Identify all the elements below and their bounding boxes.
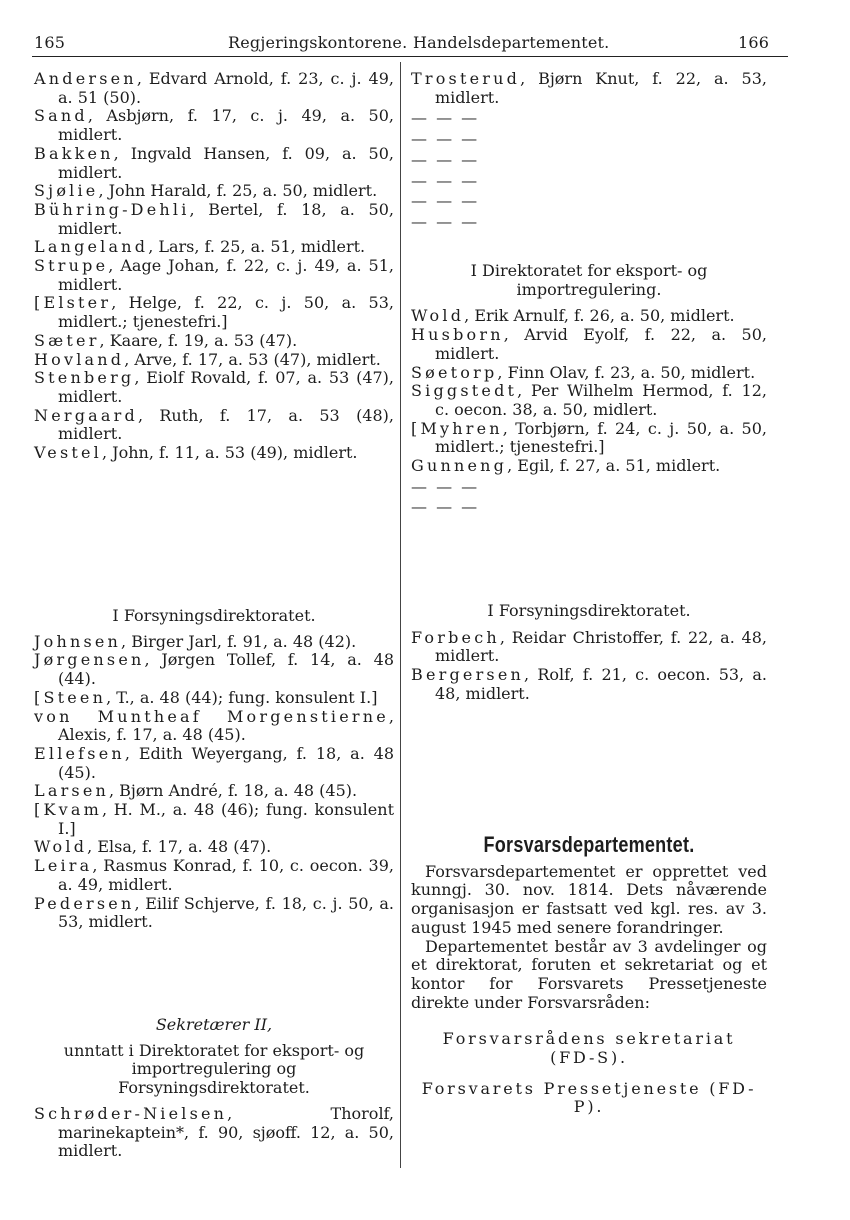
entry-name: Wold xyxy=(411,306,465,326)
forsvar-paragraph-2: Departementet består av 3 avdelinger og et direktorat, foruten et sekretariat og et kontor for Forsvarets Pressetjeneste direkte under Forsvarsråden: xyxy=(411,936,767,1012)
entry-details: , Alexis, f. 17, a. 48 (45). xyxy=(58,706,394,745)
entry-name: Larsen xyxy=(34,781,109,801)
entry-details: , Bjørn Knut, f. 22, a. 53, midlert. xyxy=(435,69,767,107)
left-column-forsyning xyxy=(34,607,394,932)
entry-details: , Lars, f. 25, a. 51, midlert. xyxy=(148,237,366,257)
column-divider xyxy=(400,62,401,1168)
header-rule xyxy=(32,56,788,57)
entry-details: , Per Wilhelm Hermod, f. 12, c. oecon. 38, a. 50, midlert. xyxy=(435,381,767,419)
entry-details: , Jørgen Tollef, f. 14, a. 48 (44). xyxy=(58,650,394,689)
entry xyxy=(34,351,394,370)
entry xyxy=(34,238,394,257)
entry-name: Nergaard xyxy=(34,405,138,425)
placeholder-dashes: — — — xyxy=(411,108,480,128)
entry-name: Sand xyxy=(34,106,88,126)
entry-details: , Egil, f. 27, a. 51, midlert. xyxy=(507,456,721,476)
entry-details: , Bertel, f. 18, a. 50, midlert. xyxy=(58,199,394,238)
entry-details: , Asbjørn, f. 17, c. j. 49, a. 50, midlert. xyxy=(58,106,394,145)
right-top-entries xyxy=(411,70,767,107)
entry-details: , Birger Jarl, f. 91, a. 48 (42). xyxy=(121,631,357,651)
entry-details: , Rolf, f. 21, c. oecon. 53, a. 48, midlert. xyxy=(435,665,767,703)
entry-details: , Bjørn André, f. 18, a. 48 (45). xyxy=(109,781,358,801)
right-column-forsvar xyxy=(411,832,767,1117)
entry-details: , Edvard Arnold, f. 23, c. j. 49, a. 51 (50). xyxy=(58,69,394,107)
right-dash-lines xyxy=(411,109,767,231)
entry-name: Strupe xyxy=(34,256,109,276)
entry xyxy=(411,666,767,703)
entry xyxy=(411,457,767,476)
entry-details: , Elsa, f. 17, a. 48 (47). xyxy=(87,837,272,857)
entry-name: Sæter xyxy=(34,330,100,350)
left-column-sekretaerer xyxy=(34,1016,394,1161)
entry-name: Bakken xyxy=(34,143,114,163)
eksport-entries xyxy=(411,307,767,475)
entry xyxy=(411,364,767,383)
entry-details: , Thorolf, marinekaptein*, f. 90, sjøoff. 12, a. 50, midlert. xyxy=(58,1103,394,1161)
entry-details: , Arve, f. 17, a. 53 (47), midlert. xyxy=(124,349,381,369)
entry xyxy=(411,70,767,107)
eksport-heading: I Direktoratet for eksport- og importregulering. xyxy=(470,261,708,299)
placeholder-dashes: — — — xyxy=(411,211,480,231)
entry-name: Sjølie xyxy=(34,181,99,201)
right-column-forsyning xyxy=(411,602,767,704)
right-forsyning-heading: I Forsyningsdirektoratet. xyxy=(487,601,691,620)
entry xyxy=(34,708,394,745)
entry-details: , Eilif Schjerve, f. 18, c. j. 50, a. 53, midlert. xyxy=(58,893,394,932)
entry-details: , Rasmus Konrad, f. 10, c. oecon. 39, a. 49, midlert. xyxy=(58,856,394,894)
entry-name: Siggstedt xyxy=(411,381,518,401)
placeholder-dashes: — — — xyxy=(411,476,480,496)
entry-name: Gunneng xyxy=(411,456,508,476)
entry xyxy=(34,857,394,894)
entry xyxy=(34,895,394,932)
entry-details: , Edith Weyergang, f. 18, a. 48 (45). xyxy=(58,743,394,782)
entry-details: , Ingvald Hansen, f. 09, a. 50, midlert. xyxy=(58,143,394,182)
forsvar-paragraph-1: Forsvarsdepartementet er opprettet ved kunngj. 30. nov. 1814. Dets nåværende organisasjon er fastsatt ved kgl. res. av 3. august 1945 med senere forandringer. xyxy=(411,861,767,937)
entry xyxy=(34,407,394,444)
entry xyxy=(34,201,394,238)
sekretaerer-heading: Sekretærer II, xyxy=(155,1015,273,1034)
entry-name: Bergersen xyxy=(411,665,525,685)
left-forsyning-entries xyxy=(34,633,394,932)
right-column-top xyxy=(411,70,767,234)
placeholder-dashes: — — — xyxy=(411,149,480,169)
entry-details: , Finn Olav, f. 23, a. 50, midlert. xyxy=(497,362,756,382)
sekretaerer-entries xyxy=(34,1105,394,1161)
entry-name: Husborn xyxy=(411,325,504,345)
entry-details: , Kaare, f. 19, a. 53 (47). xyxy=(99,330,298,350)
entry-name: Trosterud xyxy=(411,69,521,88)
entry-name: Ellefsen xyxy=(34,743,125,763)
entry xyxy=(34,294,394,331)
entry-name: [Steen xyxy=(34,687,107,707)
entry-details: , Arvid Eyolf, f. 22, a. 50, midlert. xyxy=(435,325,767,363)
right-forsyning-entries xyxy=(411,629,767,704)
left-running-title: Regjeringskontorene. xyxy=(228,33,408,52)
entry-details: , Aage Johan, f. 22, c. j. 49, a. 51, midlert. xyxy=(58,256,394,294)
sekretaerer-subheading: unntatt i Direktoratet for eksport- og importregulering og Forsyningsdirektoratet. xyxy=(63,1040,365,1098)
left-page-number: 165 xyxy=(34,33,66,52)
entry xyxy=(34,107,394,144)
entry xyxy=(34,332,394,351)
entry xyxy=(34,689,394,708)
entry-details: , Erik Arnulf, f. 26, a. 50, midlert. xyxy=(464,306,735,326)
entry-details: , John Harald, f. 25, a. 50, midlert. xyxy=(98,181,378,201)
left-forsyning-heading: I Forsyningsdirektoratet. xyxy=(112,606,316,625)
entry xyxy=(411,382,767,419)
entry xyxy=(411,326,767,363)
forsvar-pressetjeneste: Forsvarets Pressetjeneste (FD-P). xyxy=(421,1078,757,1117)
right-column-eksport xyxy=(411,262,767,519)
placeholder-dashes: — — — xyxy=(411,129,480,149)
forsvar-title: Forsvarsdepartementet. xyxy=(483,832,695,857)
entry-details: , H. M., a. 48 (46); fung. konsulent I.] xyxy=(58,800,394,838)
entry xyxy=(34,70,394,107)
right-running-title: Handelsdepartementet. xyxy=(413,33,610,52)
entry xyxy=(34,633,394,652)
left-column-top xyxy=(34,70,394,463)
entry-name: Hovland xyxy=(34,349,125,369)
entry-name: Vestel xyxy=(34,443,102,463)
entry xyxy=(411,307,767,326)
entry-name: Bühring-Dehli xyxy=(34,199,190,219)
entry-name: [Myhren xyxy=(411,418,503,438)
entry xyxy=(34,444,394,463)
entry-name: Andersen xyxy=(34,69,137,88)
entry xyxy=(34,801,394,838)
entry-name: Leira xyxy=(34,856,93,876)
entry-name: Stenberg xyxy=(34,368,135,388)
entry-details: , Ruth, f. 17, a. 53 (48), midlert. xyxy=(58,405,394,444)
entry xyxy=(34,782,394,801)
entry-details: , John, f. 11, a. 53 (49), midlert. xyxy=(101,443,358,463)
entry-details: , T., a. 48 (44); fung. konsulent I.] xyxy=(106,687,378,707)
entry-name: von Muntheaf Morgenstierne xyxy=(34,706,389,726)
entry-name: Pedersen xyxy=(34,893,135,913)
entry xyxy=(411,629,767,666)
entry xyxy=(34,145,394,182)
entry-name: [Elster xyxy=(34,293,112,313)
entry-name: [Kvam xyxy=(34,800,102,820)
entry xyxy=(34,1105,394,1161)
entry-name: Søetorp xyxy=(411,362,498,382)
entry xyxy=(34,838,394,857)
entry xyxy=(411,420,767,457)
entry xyxy=(34,745,394,782)
entry xyxy=(34,651,394,688)
placeholder-dashes: — — — xyxy=(411,497,480,517)
left-top-entries xyxy=(34,70,394,463)
entry-details: , Eiolf Rovald, f. 07, a. 53 (47), midlert. xyxy=(58,368,394,406)
entry-details: , Torbjørn, f. 24, c. j. 50, a. 50, midlert.; tjenestefri.] xyxy=(435,418,767,457)
entry-name: Langeland xyxy=(34,237,149,257)
entry-name: Johnsen xyxy=(34,631,122,651)
entry xyxy=(34,257,394,294)
entry xyxy=(34,182,394,201)
placeholder-dashes: — — — xyxy=(411,170,480,190)
entry-name: Jørgensen xyxy=(34,650,145,670)
right-page-number: 166 xyxy=(738,33,770,52)
forsvar-sekretariat: Forsvarsrådens sekretariat (FD-S). xyxy=(442,1029,736,1068)
placeholder-dashes: — — — xyxy=(411,191,480,211)
entry-name: Wold xyxy=(34,837,88,857)
entry-name: Schrøder-Nielsen xyxy=(34,1103,228,1123)
eksport-dash-lines xyxy=(411,478,767,517)
entry-details: , Reidar Christoffer, f. 22, a. 48, midlert. xyxy=(435,627,767,666)
entry-name: Forbech xyxy=(411,627,500,647)
entry xyxy=(34,369,394,406)
entry-details: , Helge, f. 22, c. j. 50, a. 53, midlert.; tjenestefri.] xyxy=(58,293,394,332)
